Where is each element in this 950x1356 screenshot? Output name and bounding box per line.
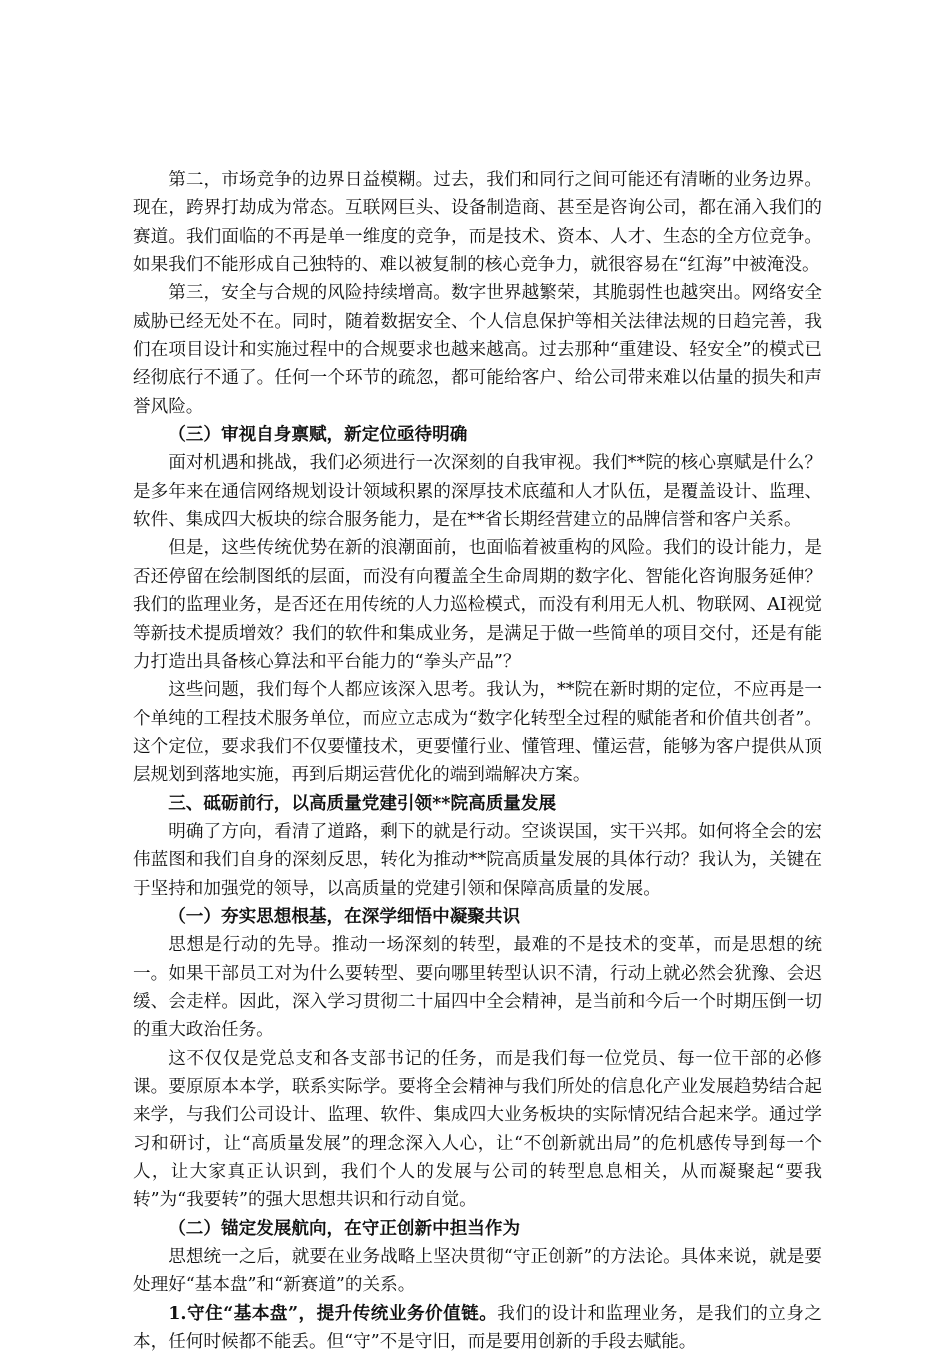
paragraph: 明确了方向，看清了道路，剩下的就是行动。空谈误国，实干兴邦。如何将全会的宏伟蓝图和我们自身的深刻反思，转化为推动**院高质量发展的具体行动？我认为，关键在于坚持和加强党的领导，以高质量的党建引领和保障高质量的发展。	[133, 821, 822, 899]
paragraph: 这不仅仅是党总支和各支部书记的任务，而是我们每一位党员、每一位干部的必修课。要原原本本学，联系实际学。要将全会精神与我们所处的信息化产业发展趋势结合起来学，与我们公司设计、监理、软件、集成四大业务板块的实际情况结合起来学。通过学习和研讨，让“高质量发展”的理念深入人心，让“不创新就出局”的危机感传导到每一个人，让大家真正认识到，我们个人的发展与公司的转型息息相关，从而凝聚起“要我转”为“我要转”的强大思想共识和行动自觉。	[133, 1048, 822, 1211]
paragraph: 第三，安全与合规的风险持续增高。数字世界越繁荣，其脆弱性也越突出。网络安全威胁已经无处不在。同时，随着数据安全、个人信息保护等相关法律法规的日趋完善，我们在项目设计和实施过程中的合规要求也越来越高。过去那种“重建设、轻安全”的模式已经彻底行不通了。任何一个环节的疏忽，都可能给客户、给公司带来难以估量的损失和声誉风险。	[133, 283, 822, 417]
section-heading: （一）夯实思想根基，在深学细悟中凝聚共识	[168, 905, 521, 927]
paragraph-body: 我们的设计和监理业务，是我们的立身之本，任何时候都不能丢。但“守”不是守旧，而是要用创新的手段去赋能。	[133, 1303, 822, 1353]
paragraph: 这些问题，我们每个人都应该深入思考。我认为，**院在新时期的定位，不应再是一个单纯的工程技术服务单位，而应立志成为“数字化转型全过程的赋能者和价值共创者”。这个定位，要求我们不仅要懂技术，更要懂行业、懂管理、懂运营，能够为客户提供从顶层规划到落地实施，再到后期运营优化的端到端解决方案。	[133, 680, 822, 786]
paragraph: 面对机遇和挑战，我们必须进行一次深刻的自我审视。我们**院的核心禀赋是什么？是多年来在通信网络规划设计领域积累的深厚技术底蕴和人才队伍，是覆盖设计、监理、软件、集成四大板块的综合服务能力，是在**省长期经营建立的品牌信誉和客户关系。	[133, 453, 822, 531]
section-heading: （二）锚定发展航向，在守正创新中担当作为	[168, 1217, 521, 1239]
paragraph-with-lead	[133, 1300, 822, 1356]
paragraph: 但是，这些传统优势在新的浪潮面前，也面临着被重构的风险。我们的设计能力，是否还停留在绘制图纸的层面，而没有向覆盖全生命周期的数字化、智能化咨询服务延伸？我们的监理业务，是否还在用传统的人力巡检模式，而没有利用无人机、物联网、AI视觉等新技术提质增效？我们的软件和集成业务，是满足于做一些简单的项目交付，还是有能力打造出具备核心算法和平台能力的“拳头产品”？	[133, 538, 822, 672]
paragraph: 第二，市场竞争的边界日益模糊。过去，我们和同行之间可能还有清晰的业务边界。现在，跨界打劫成为常态。互联网巨头、设备制造商、甚至是咨询公司，都在涌入我们的赛道。我们面临的不再是单一维度的竞争，而是技术、资本、人才、生态的全方位竞争。如果我们不能形成自己独特的、难以被复制的核心竞争力，就很容易在“红海”中被淹没。	[133, 170, 822, 276]
paragraph: 思想是行动的先导。推动一场深刻的转型，最难的不是技术的变革，而是思想的统一。如果干部员工对为什么要转型、要向哪里转型认识不清，行动上就必然会犹豫、会迟缓、会走样。因此，深入学习贯彻二十届四中全会精神，是当前和今后一个时期压倒一切的重大政治任务。	[133, 935, 822, 1041]
section-heading: 三、砥砺前行，以高质量党建引领**院高质量发展	[168, 792, 557, 814]
section-heading: （三）审视自身禀赋，新定位亟待明确	[168, 424, 468, 446]
paragraph: 思想统一之后，就要在业务战略上坚决贯彻“守正创新”的方法论。具体来说，就是要处理好“基本盘”和“新赛道”的关系。	[133, 1247, 822, 1296]
paragraph-lead: 1.守住“基本盘”，提升传统业务价值链。	[168, 1302, 498, 1324]
